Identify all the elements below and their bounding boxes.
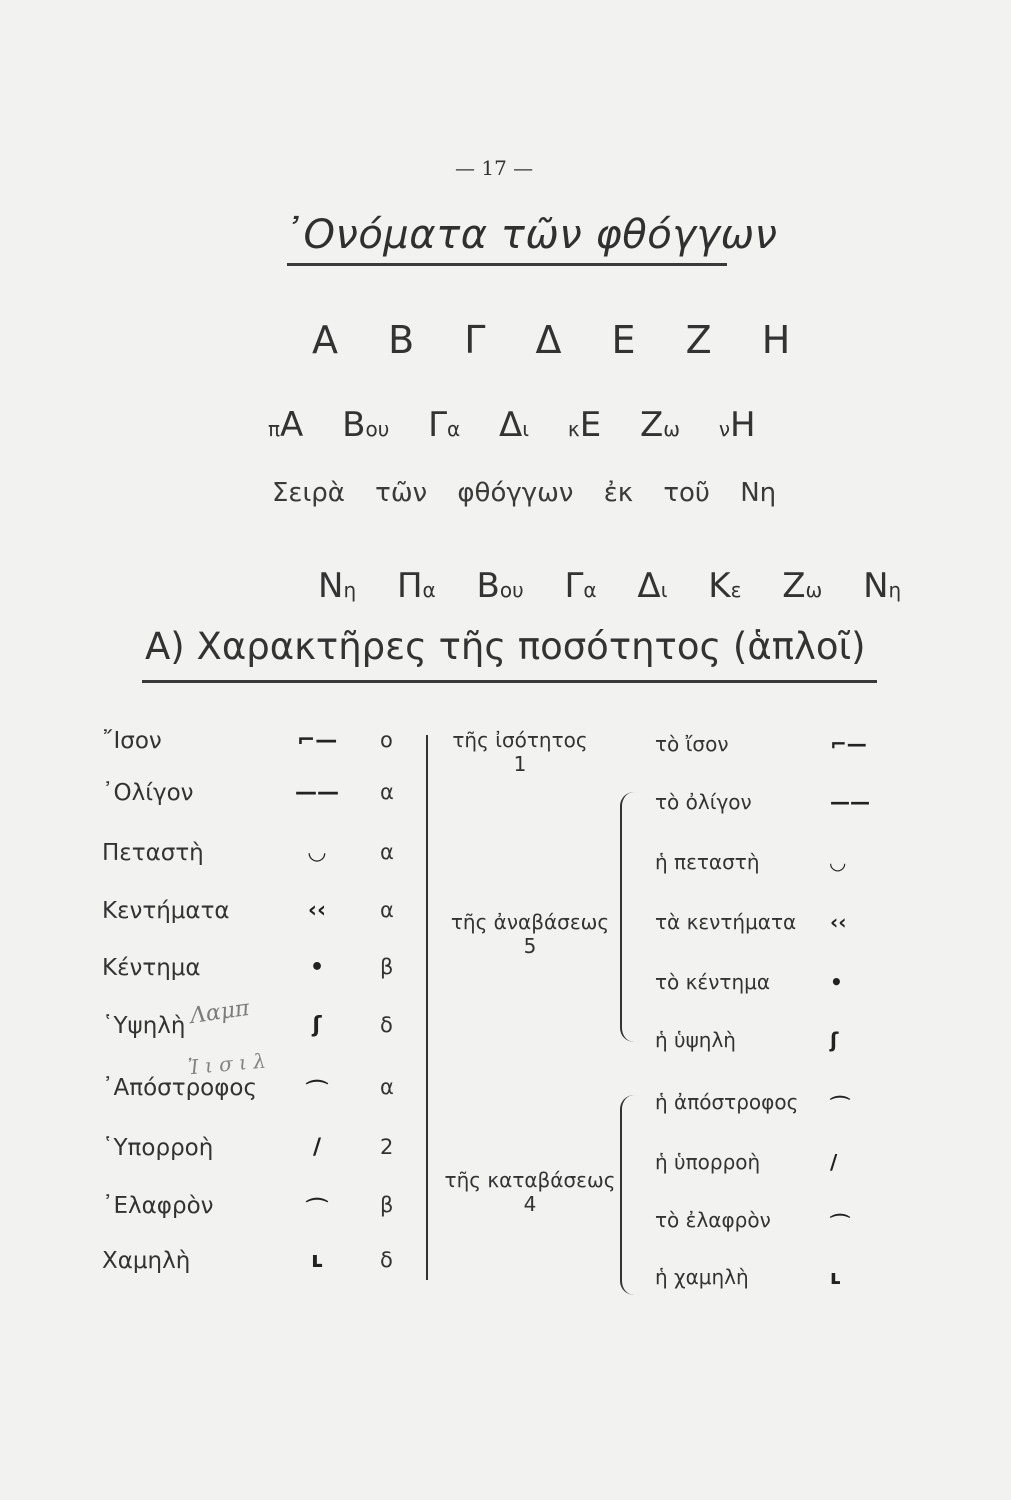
series-note: Ζω	[782, 566, 823, 606]
character-article-name: τὸ ἐλαφρὸν	[655, 1208, 771, 1232]
character-code: ο	[380, 728, 393, 752]
series-note: Πα	[396, 566, 436, 606]
character-code: β	[380, 955, 394, 979]
table-row	[0, 1248, 1011, 1306]
character-name: Κέντημα	[102, 955, 201, 981]
character-name: ᾿Ελαφρὸν	[102, 1193, 214, 1219]
section-heading: Α) Χαρακτῆρες τῆς ποσότητος (ἁπλοῖ)	[145, 625, 866, 668]
character-code: α	[380, 1075, 394, 1099]
series-note: Κε	[708, 566, 742, 606]
group-number: 4	[523, 1192, 537, 1216]
neume-symbol: /	[830, 1150, 838, 1174]
group-equality	[445, 728, 595, 776]
page-number: — 17 —	[455, 156, 534, 180]
series-caption: Σειρὰ τῶν φθόγγων ἐκ τοῦ Νη	[272, 478, 777, 508]
handwritten-annotation: Λαμπ	[188, 995, 251, 1030]
neume-symbol: ʟ	[311, 1248, 323, 1273]
group-ascent	[440, 910, 620, 958]
neume-symbol: ——	[830, 790, 870, 814]
character-article-name: ἡ ἀπόστροφος	[655, 1090, 799, 1114]
character-code: α	[380, 780, 394, 804]
series-note: Δι	[637, 566, 668, 606]
note-name-vou: Βου	[342, 405, 390, 445]
character-article-name: ἡ χαμηλὴ	[655, 1265, 749, 1289]
column-divider	[426, 735, 428, 1280]
note-name-ke: κΕ	[567, 405, 602, 445]
character-article-name: τὸ ἴσον	[655, 732, 729, 756]
table-row	[0, 1013, 1011, 1071]
series-note: Νη	[318, 566, 357, 606]
neume-symbol: ——	[295, 780, 339, 805]
table-row	[0, 955, 1011, 1013]
note-letters-row: Α Β Γ Δ Ε Ζ Η	[312, 318, 805, 362]
neume-symbol: ʟ	[830, 1265, 841, 1289]
character-article-name: τὸ κέντημα	[655, 970, 771, 994]
note-name-pa: πΑ	[268, 405, 304, 445]
group-label: τῆς ἰσότητος	[452, 728, 588, 752]
neume-symbol: /	[312, 1135, 322, 1160]
group-label: τῆς ἀναβάσεως	[450, 910, 610, 934]
section-underline	[142, 680, 877, 683]
note-name-di: Δι	[499, 405, 530, 445]
neume-symbol: ‹‹	[830, 910, 847, 934]
neume-symbol: ⌒	[830, 1094, 850, 1118]
neume-symbol: ⌐—	[830, 732, 867, 756]
table-row	[0, 840, 1011, 898]
group-number: 1	[513, 752, 527, 776]
neume-symbol: •	[309, 955, 325, 980]
character-article-name: ἡ ὑψηλὴ	[655, 1028, 736, 1052]
character-name: ῾Υπορροὴ	[102, 1135, 214, 1161]
descent-brace	[620, 1095, 642, 1295]
character-code: α	[380, 840, 394, 864]
table-row	[0, 1075, 1011, 1133]
neume-symbol: ◡	[308, 840, 326, 865]
note-name-ni: νΗ	[718, 405, 756, 445]
character-name: ῎Ισον	[102, 728, 162, 754]
neume-symbol: ‹‹	[307, 898, 327, 923]
ascent-brace	[620, 792, 642, 1042]
note-series-row	[318, 566, 931, 606]
group-descent	[440, 1168, 620, 1216]
note-name-zo: Ζω	[639, 405, 681, 445]
neume-symbol: ʃ	[312, 1013, 322, 1038]
handwritten-annotation: Ἰ ι σ ι λ	[187, 1048, 267, 1080]
group-label: τῆς καταβάσεως	[444, 1168, 616, 1192]
character-code: δ	[380, 1013, 393, 1037]
neume-symbol: ⌒	[305, 1080, 328, 1105]
neume-symbol: ◡	[830, 850, 846, 874]
neume-symbol: ⌒	[305, 1198, 328, 1223]
character-article-name: τὸ ὀλίγον	[655, 790, 752, 814]
character-code: α	[380, 898, 394, 922]
character-name: Πεταστὴ	[102, 840, 204, 866]
series-note: Βου	[476, 566, 524, 606]
note-name-ga: Γα	[428, 405, 461, 445]
neume-symbol: •	[830, 970, 843, 994]
neume-symbol: ⌒	[830, 1212, 850, 1236]
character-code: 2	[380, 1135, 394, 1159]
neume-symbol: ʃ	[830, 1028, 839, 1052]
neume-symbol: ⌐—	[296, 728, 338, 753]
title-underline	[287, 263, 727, 266]
page-title: ᾿Ονόματα τῶν φθόγγων	[283, 212, 778, 258]
character-name: ῾Υψηλὴ	[102, 1013, 186, 1039]
character-code: δ	[380, 1248, 393, 1272]
series-note: Νη	[863, 566, 902, 606]
group-number: 5	[523, 934, 537, 958]
character-name: ᾿Απόστροφος	[102, 1075, 257, 1101]
character-name: Κεντήματα	[102, 898, 230, 924]
note-names-row	[268, 405, 784, 445]
character-code: β	[380, 1193, 394, 1217]
series-note: Γα	[564, 566, 597, 606]
character-name: Χαμηλὴ	[102, 1248, 191, 1274]
character-name: ᾿Ολίγον	[102, 780, 194, 806]
character-article-name: ἡ ὑπορροὴ	[655, 1150, 761, 1174]
character-article-name: τὰ κεντήματα	[655, 910, 797, 934]
character-article-name: ἡ πεταστὴ	[655, 850, 760, 874]
